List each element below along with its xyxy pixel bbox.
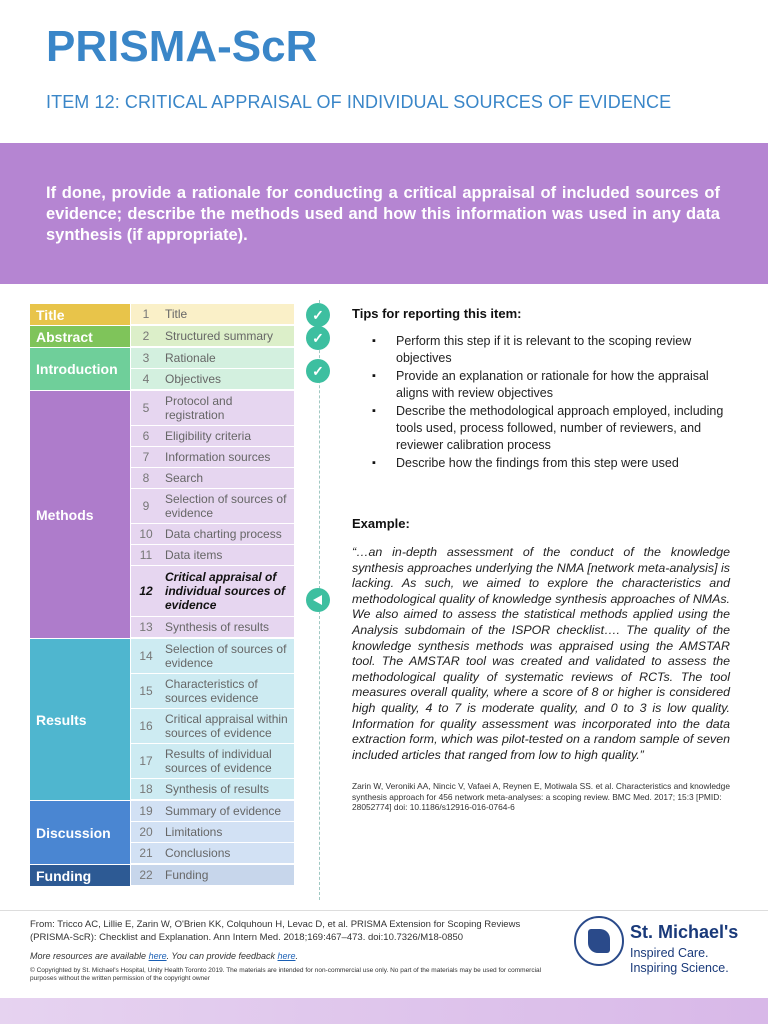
- section-items: [131, 326, 294, 347]
- example-reference: Zarin W, Veroniki AA, Nincic V, Vafaei A, Reynen E, Motiwala SS. et al. Characteristics and knowledge synthesis approach for 456 network meta-analyses: a scoping review. BMC Med. 2017; 15:3 [PMID: 28052774] doi: 10.1186/s12916-016-0764-6: [352, 781, 730, 812]
- section-label: Abstract: [30, 326, 130, 347]
- checklist-item: [131, 822, 294, 842]
- more-suffix: .: [295, 951, 299, 961]
- section-label: Methods: [30, 391, 130, 638]
- section-items: [131, 304, 294, 325]
- feedback-link[interactable]: here: [277, 951, 296, 961]
- footer: [30, 919, 550, 984]
- checklist-group: [30, 304, 294, 325]
- section-items: [131, 639, 294, 800]
- item-label: Search: [165, 471, 204, 485]
- tip-item: ▪ Describe how the findings from this step were used: [372, 455, 730, 472]
- item-label: Title: [165, 307, 188, 321]
- more-middle: . You can provide feedback: [166, 951, 278, 961]
- item-label: Rationale: [165, 351, 216, 365]
- logo-name: St. Michael's: [630, 922, 739, 942]
- checklist-item: [131, 617, 294, 637]
- item-banner: [0, 143, 768, 284]
- item-label: Critical appraisal within sources of evidence: [165, 712, 288, 740]
- section-items: [131, 391, 294, 638]
- more-prefix: More resources are available: [30, 951, 149, 961]
- checklist-item: [131, 304, 294, 324]
- item-number: 17: [139, 754, 153, 768]
- item-number: 8: [142, 471, 150, 485]
- copyright-notice: © Copyrighted by St. Michael's Hospital, Unity Health Toronto 2019. The materials are intended for non-commercial use only. No part of the materials may be used for commercial purposes without the written permission of the copyright owner: [30, 966, 542, 982]
- item-label: Summary of evidence: [165, 804, 282, 818]
- checklist-item: [131, 524, 294, 544]
- banner-text: If done, provide a rationale for conducting a critical appraisal of included sources of evidence; describe the methods used and how this information was used in any data synthesis (if appropriate).: [46, 184, 720, 244]
- checklist-item-current: [131, 566, 294, 616]
- item-label: Conclusions: [165, 846, 231, 860]
- logo-tagline-line1: Inspired Care.: [630, 946, 709, 960]
- checklist-item: [131, 744, 294, 778]
- checklist-item: [131, 326, 294, 346]
- st-michaels-seal-icon: [574, 916, 624, 966]
- checklist-item: [131, 545, 294, 565]
- st-michaels-logo: [574, 912, 744, 984]
- section-label: Discussion: [30, 801, 130, 864]
- tip-item: ▪ Perform this step if it is relevant to the scoping review objectives: [372, 333, 730, 367]
- check-icon: ✓: [306, 326, 330, 350]
- item-label: Selection of sources of evidence: [165, 642, 287, 670]
- checklist-item: [131, 468, 294, 488]
- checklist-item: [131, 348, 294, 368]
- checklist-item: [131, 426, 294, 446]
- item-label: Synthesis of results: [165, 782, 270, 796]
- item-number: 21: [139, 846, 153, 860]
- item-label: Protocol and registration: [165, 394, 233, 422]
- tips-list: [352, 333, 730, 472]
- item-number: 1: [142, 307, 150, 321]
- item-label: Data charting process: [165, 527, 282, 541]
- item-number: 16: [139, 719, 153, 733]
- item-number: 13: [139, 620, 153, 634]
- item-subtitle: ITEM 12: CRITICAL APPRAISAL OF INDIVIDUAL SOURCES OF EVIDENCE: [46, 92, 672, 112]
- section-label: Funding: [30, 865, 130, 886]
- pointer-left-icon: [306, 588, 330, 612]
- item-label: Critical appraisal of individual sources of evidence: [165, 570, 286, 612]
- item-number: 14: [139, 649, 153, 663]
- item-number: 19: [139, 804, 153, 818]
- tips-heading: Tips for reporting this item:: [352, 306, 522, 321]
- item-number: 5: [142, 401, 150, 415]
- item-number: 18: [139, 782, 153, 796]
- footer-citation: From: Tricco AC, Lillie E, Zarin W, O'Brien KK, Colquhoun H, Levac D, et al. PRISMA Extension for Scoping Reviews (PRISMA-ScR): Checklist and Explanation. Ann Intern Med. 2018;169:467–473. doi:10.7326/M18-0850: [30, 919, 521, 943]
- section-label: Introduction: [30, 348, 130, 390]
- check-icon: ✓: [306, 359, 330, 383]
- item-number: 12: [139, 584, 153, 598]
- checklist-group: [30, 391, 294, 638]
- item-number: 3: [142, 351, 150, 365]
- section-items: [131, 801, 294, 864]
- checklist-item: [131, 391, 294, 425]
- checklist-item: [131, 843, 294, 863]
- logo-tagline: [630, 946, 729, 976]
- section-label: Results: [30, 639, 130, 800]
- checklist-group: [30, 326, 294, 347]
- item-number: 4: [142, 372, 150, 386]
- item-label: Limitations: [165, 825, 223, 839]
- item-number: 9: [142, 499, 150, 513]
- checklist-item: [131, 779, 294, 799]
- item-number: 2: [142, 329, 150, 343]
- example-section: [352, 516, 730, 812]
- checklist-group: [30, 348, 294, 390]
- item-number: 20: [139, 825, 153, 839]
- example-quote: “…an in-depth assessment of the conduct of the knowledge synthesis approaches underlying the NMA [network meta-analysis] is lacking. As such, we aimed to explore the characteristics and methodological quality of knowledge synthesis approaches of NMAs. We also aimed to assess the statistical methods applied using the Analysis subdomain of the ISPOR checklist…. The quality of the knowledge synthesis methods was appraised using the AMSTAR tool. The AMSTAR tool was created and validated to assess the methodological quality of systematic reviews of RCTs. The tool measures overall quality, where a score of 8 or higher is considered high quality, 4 to 7 is moderate quality, and 0 to 3 is low quality. Information for quality assessment was incorporated into the data extraction form, which was pilot-tested on a random sample of seven included articles that ranged from low to high quality.”: [352, 545, 730, 762]
- more-resources: [30, 950, 550, 963]
- checklist-item: [131, 674, 294, 708]
- item-number: 10: [139, 527, 153, 541]
- section-items: [131, 865, 294, 886]
- tip-item: ▪ Provide an explanation or rationale for how the appraisal aligns with review objectives: [372, 368, 730, 402]
- checklist-item: [131, 489, 294, 523]
- page-title: PRISMA-ScR: [46, 22, 318, 71]
- checklist-table: [30, 304, 294, 887]
- item-label: Selection of sources of evidence: [165, 492, 287, 520]
- resources-link[interactable]: here: [148, 951, 167, 961]
- bottom-band: [0, 998, 768, 1024]
- example-heading: Example:: [352, 516, 410, 531]
- item-number: 6: [142, 429, 150, 443]
- footer-divider: [0, 910, 768, 911]
- checklist-item: [131, 709, 294, 743]
- item-number: 7: [142, 450, 150, 464]
- checklist-item: [131, 447, 294, 467]
- checklist-item: [131, 865, 294, 885]
- item-number: 11: [139, 548, 153, 562]
- section-items: [131, 348, 294, 390]
- item-label: Funding: [165, 868, 209, 882]
- checklist-item: [131, 369, 294, 389]
- checklist-item: [131, 639, 294, 673]
- checklist-group: [30, 639, 294, 800]
- item-label: Data items: [165, 548, 223, 562]
- item-label: Objectives: [165, 372, 222, 386]
- item-number: 15: [139, 684, 153, 698]
- tip-item: ▪ Describe the methodological approach employed, including tools used, process followed, number of reviewers, and reviewer calibration process: [372, 403, 730, 454]
- checklist-item: [131, 801, 294, 821]
- section-label: Title: [30, 304, 130, 325]
- check-icon: ✓: [306, 303, 330, 327]
- item-label: Characteristics of sources evidence: [165, 677, 259, 705]
- item-label: Eligibility criteria: [165, 429, 252, 443]
- checklist-group: [30, 801, 294, 864]
- tips-section: [352, 306, 730, 473]
- item-label: Results of individual sources of evidence: [165, 747, 272, 775]
- item-number: 22: [139, 868, 153, 882]
- item-label: Structured summary: [165, 329, 274, 343]
- checklist-group: [30, 865, 294, 886]
- logo-tagline-line2: Inspiring Science.: [630, 961, 729, 975]
- item-label: Information sources: [165, 450, 271, 464]
- item-label: Synthesis of results: [165, 620, 270, 634]
